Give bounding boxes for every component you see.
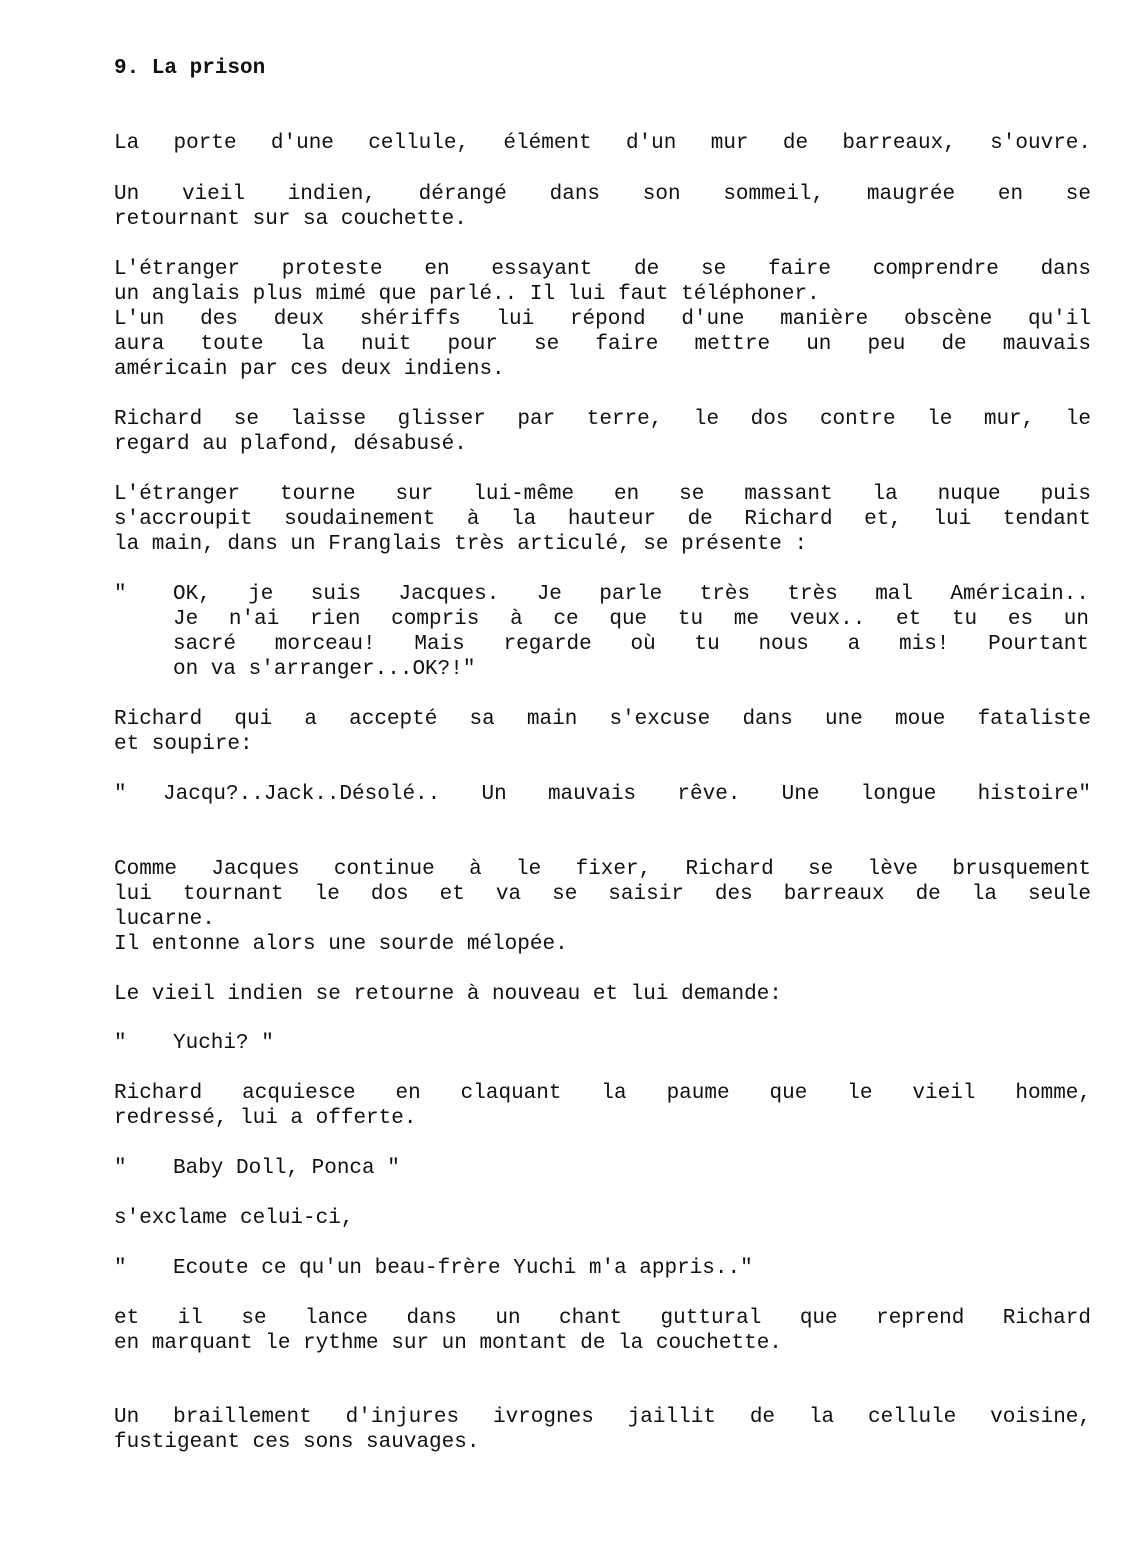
text-line: aura toute la nuit pour se faire mettre un peu de mauvais (114, 333, 1091, 356)
text-line: Le vieil indien se retourne à nouveau et lui demande: (114, 983, 782, 1006)
quote-line: Jacqu?..Jack..Désolé.. Un mauvais rêve. Une longue histoire" (163, 783, 1091, 806)
quote-mark: " (114, 783, 127, 806)
text-line: américain par ces deux indiens. (114, 358, 505, 381)
text-line: L'un des deux shériffs lui répond d'une manière obscène qu'il (114, 308, 1091, 331)
text-line: Richard se laisse glisser par terre, le dos contre le mur, le (114, 408, 1091, 431)
text-line: Il entonne alors une sourde mélopée. (114, 933, 568, 956)
text-line: en marquant le rythme sur un montant de la couchette. (114, 1332, 782, 1355)
text-line: lui tournant le dos et va se saisir des barreaux de la seule (114, 883, 1091, 906)
text-line: La porte d'une cellule, élément d'un mur de barreaux, s'ouvre. (114, 132, 1091, 155)
quote-line: OK, je suis Jacques. Je parle très très mal Américain.. (173, 583, 1089, 606)
text-line: et soupire: (114, 733, 253, 756)
quote-line: Yuchi? " (173, 1032, 274, 1055)
quote-mark: " (114, 1032, 127, 1055)
text-line: s'accroupit soudainement à la hauteur de Richard et, lui tendant (114, 508, 1091, 531)
text-line: et il se lance dans un chant guttural que reprend Richard (114, 1307, 1091, 1330)
text-line: L'étranger tourne sur lui-même en se massant la nuque puis (114, 483, 1091, 506)
text-line: Un braillement d'injures ivrognes jaillit de la cellule voisine, (114, 1406, 1091, 1429)
text-line: redressé, lui a offerte. (114, 1107, 417, 1130)
text-line: un anglais plus mimé que parlé.. Il lui faut téléphoner. (114, 283, 820, 306)
quote-line: Baby Doll, Ponca " (173, 1157, 400, 1180)
quote-line: sacré morceau! Mais regarde où tu nous a mis! Pourtant (173, 633, 1089, 656)
text-line: fustigeant ces sons sauvages. (114, 1431, 480, 1454)
text-line: Un vieil indien, dérangé dans son sommeil, maugrée en se (114, 183, 1091, 206)
section-title: 9. La prison (114, 57, 266, 80)
text-line: Richard qui a accepté sa main s'excuse dans une moue fataliste (114, 708, 1091, 731)
quote-mark: " (114, 1157, 127, 1180)
quote-line: Je n'ai rien compris à ce que tu me veux.. et tu es un (173, 608, 1089, 631)
text-line: retournant sur sa couchette. (114, 208, 467, 231)
text-line: s'exclame celui-ci, (114, 1207, 354, 1230)
quote-line: on va s'arranger...OK?!" (173, 658, 476, 681)
text-line: Comme Jacques continue à le fixer, Richard se lève brusquement (114, 858, 1091, 881)
text-line: regard au plafond, désabusé. (114, 433, 467, 456)
quote-mark: " (114, 583, 127, 606)
text-line: L'étranger proteste en essayant de se faire comprendre dans (114, 258, 1091, 281)
text-line: Richard acquiesce en claquant la paume que le vieil homme, (114, 1082, 1091, 1105)
text-line: la main, dans un Franglais très articulé, se présente : (114, 533, 808, 556)
quote-line: Ecoute ce qu'un beau-frère Yuchi m'a appris.." (173, 1257, 753, 1280)
quote-mark: " (114, 1257, 127, 1280)
text-line: lucarne. (114, 908, 215, 931)
